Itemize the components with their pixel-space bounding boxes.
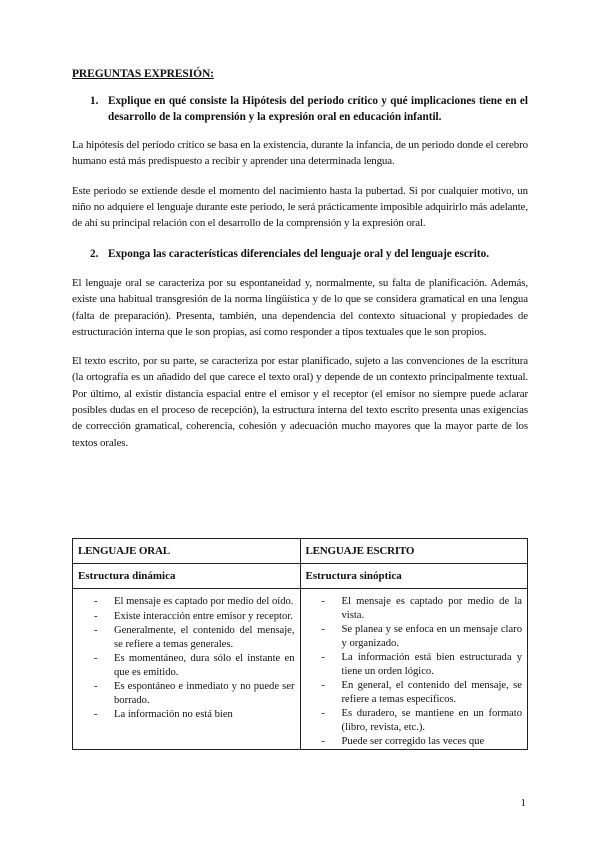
document-body — [72, 68, 528, 464]
column-header-oral: LENGUAJE ORAL — [73, 539, 301, 564]
page-number: 1 — [520, 797, 526, 809]
table-body-row — [73, 589, 528, 750]
list-item: - El mensaje es captado por medio de la vista. — [321, 596, 522, 621]
list-item: - Es duradero, se mantiene en un formato (libro, revista, etc.). — [321, 708, 522, 733]
written-list — [306, 595, 523, 749]
list-item: - La información está bien estructurada y tiene un orden lógico. — [321, 652, 522, 677]
question-number: 1. — [90, 95, 99, 107]
page-title: PREGUNTAS EXPRESIÓN: — [72, 68, 214, 80]
list-item: - Existe interacción entre emisor y receptor. — [94, 610, 293, 622]
oral-list — [78, 595, 295, 722]
answer-paragraph: Este periodo se extiende desde el momento del nacimiento hasta la pubertad. Si por cualquier motivo, un niño no adquiere el lenguaje durante este periodo, le será prácticamente imposible adquirirlo más adelante, de ahí su principal relación con el desarrollo de la comprensión y la expresión oral. — [72, 184, 528, 230]
question-2 — [72, 247, 528, 263]
question-text: Explique en qué consiste la Hipótesis del periodo crítico y qué implicaciones tiene en el desarrollo de la comprensión y la expresión oral en educación infantil. — [108, 95, 528, 123]
list-item: - Es momentáneo, dura sólo el instante en que es emitido. — [94, 653, 295, 678]
subheader-written: Estructura sinóptica — [300, 564, 528, 589]
answer-paragraph: El texto escrito, por su parte, se caracteriza por estar planificado, sujeto a las convenciones de la escritura (la ortografía es un añadido del que carece el texto oral) y depende de un contexto principalmente textual. Por último, al existir distancia espacial entre el emisor y el receptor (el emisor no siempre puede aclarar posibles dudas en el proceso de recepción), la estructura interna del texto escrito presenta unas exigencias de corrección gramatical, coherencia, cohesión y adecuación mucho mayores que la mayor parte de los textos orales. — [72, 355, 528, 449]
written-cell — [300, 589, 528, 750]
table-subheader-row — [73, 564, 528, 589]
list-item: - Puede ser corregido las veces que — [321, 736, 485, 747]
column-header-written: LENGUAJE ESCRITO — [300, 539, 528, 564]
list-item: - Generalmente, el contenido del mensaje, se refiere a temas generales. — [94, 625, 295, 650]
list-item: - La información no está bien — [94, 709, 233, 720]
answer-paragraph: El lenguaje oral se caracteriza por su espontaneidad y, normalmente, su falta de planificación. Además, existe una habitual transgresión de la norma lingüística y de lo que se considera gramatical en una lengua (falta de preparación). Presenta, también, una dependencia del contexto situacional y propiedades de estructuración interna que le son propias, así como responder a tipos textuales que le son propios. — [72, 276, 528, 338]
list-item: - Es espontáneo e inmediato y no puede ser borrado. — [94, 681, 295, 706]
answer-paragraph: La hipótesis del periodo crítico se basa en la existencia, durante la infancia, de un periodo donde el cerebro humano está más predispuesto a recibir y aprender una determinada lengua. — [72, 139, 528, 168]
list-item: - En general, el contenido del mensaje, se refiere a temas específicos. — [321, 680, 522, 705]
question-text: Exponga las características diferenciales del lenguaje oral y del lenguaje escrito. — [108, 248, 490, 261]
question-1 — [72, 94, 528, 125]
subheader-oral: Estructura dinámica — [73, 564, 301, 589]
oral-cell — [73, 589, 301, 750]
question-number: 2. — [90, 248, 99, 261]
list-item: - Se planea y se enfoca en un mensaje claro y organizado. — [321, 624, 522, 649]
comparison-table — [72, 538, 528, 750]
list-item: - El mensaje es captado por medio del oído. — [94, 596, 294, 607]
table-header-row — [73, 539, 528, 564]
